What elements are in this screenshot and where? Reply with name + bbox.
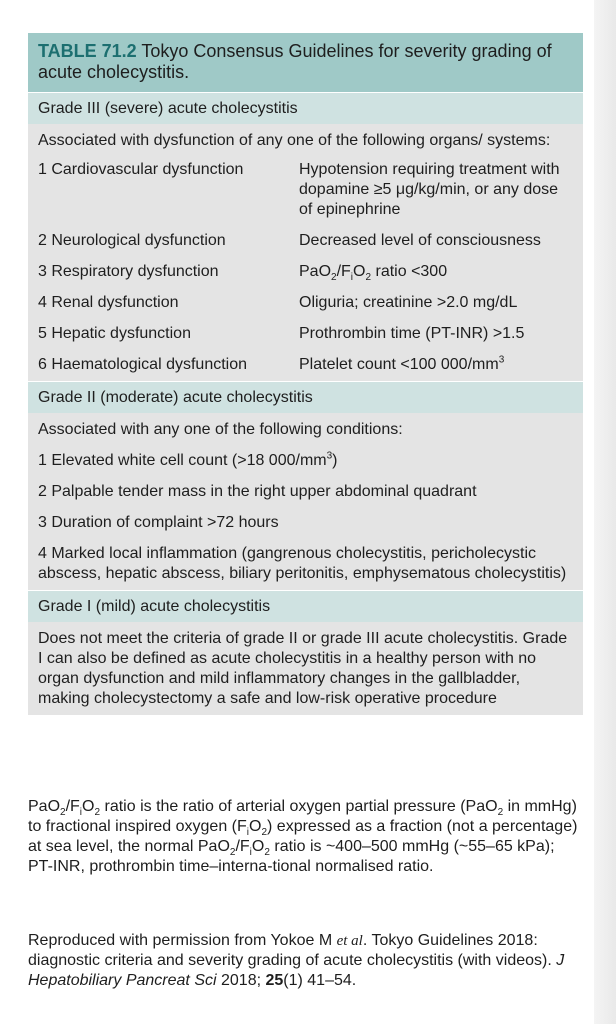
list-item: 3 Duration of complaint >72 hours: [38, 514, 279, 531]
footnote-text: O: [82, 798, 95, 815]
organ-cell: 5 Hepatic dysfunction: [38, 325, 191, 342]
table-row: [28, 355, 583, 381]
criterion-cell: Hypotension requiring treatment with dopamine ≥5 μg/kg/min, or any dose of epinephrine: [299, 161, 560, 218]
table-row: [28, 262, 583, 282]
footnote-text: /F: [65, 798, 80, 815]
grade1-text: Does not meet the criteria of grade II or grade III acute cholecystitis. Grade I can also be defined as acute cholecystitis in a healthy person with no organ dysfunction and mild inflammatory changes in the gallbladder, making cholecystectomy a safe and low-risk operative procedure: [38, 630, 568, 707]
citation-text: Reproduced with permission from Yokoe M: [28, 932, 337, 949]
list-item: 4 Marked local inflammation (gangrenous cholecystitis, pericholecystic abscess, hepatic abscess, biliary peritonitis, emphysematous cholecystitis): [38, 545, 567, 582]
subscript: 2: [94, 807, 101, 819]
list-item: [28, 451, 583, 471]
footnote-text: O: [249, 818, 262, 835]
subscript: 2: [365, 272, 372, 284]
table-title-text: Tokyo Consensus Guidelines for severity grading of acute cholecystitis.: [38, 41, 552, 82]
footnote-text: O: [251, 838, 265, 855]
footnote-text: in mmHg) to fractional inspired oxygen (F: [28, 798, 577, 835]
organ-cell: 3 Respiratory dysfunction: [38, 263, 219, 280]
table-number: TABLE 71.2: [38, 41, 137, 61]
subscript: 2: [331, 272, 337, 284]
table-footnote: [28, 797, 580, 877]
citation-volume: 25: [265, 972, 284, 989]
table-row: [28, 324, 583, 344]
criterion-text: Platelet count <100 000/mm: [299, 356, 499, 373]
item-text: 1 Elevated white cell count (>18 000/mm: [38, 452, 327, 469]
footnote-text: ratio is the ratio of arterial oxygen partial pressure (PaO: [100, 798, 498, 815]
severity-table: [28, 33, 583, 715]
superscript: 3: [326, 450, 333, 462]
criterion-cell: Prothrombin time (PT-INR) >1.5: [299, 325, 525, 342]
table-row: [28, 293, 583, 313]
table-title: [28, 33, 583, 92]
citation-text: (1) 41–54.: [283, 972, 357, 989]
superscript: 3: [498, 354, 505, 366]
organ-cell: 4 Renal dysfunction: [38, 294, 179, 311]
criterion-cell: Oliguria; creatinine >2.0 mg/dL: [299, 294, 518, 311]
organ-cell: 1 Cardiovascular dysfunction: [38, 161, 244, 178]
grade2-intro: Associated with any one of the following conditions:: [38, 421, 403, 438]
subscript: i: [79, 807, 83, 819]
footnote-text: ) expressed as a fraction (not a percentage) at sea level, the normal PaO: [28, 818, 578, 855]
citation-text: . Tokyo Guidelines 2018: diagnostic criteria and severity grading of acute cholecystitis (with videos).: [28, 932, 557, 969]
criterion-cell: [299, 262, 573, 282]
subscript: 2: [229, 847, 236, 859]
footnote-text: PaO: [28, 798, 61, 815]
organ-cell: 6 Haematological dysfunction: [38, 356, 248, 373]
table-row: [28, 231, 583, 251]
subscript: 2: [60, 807, 66, 819]
subscript: i: [350, 272, 354, 284]
subscript: 2: [264, 847, 270, 859]
page-edge: [594, 0, 616, 1024]
subscript: 2: [497, 807, 504, 819]
list-item: 2 Palpable tender mass in the right upper abdominal quadrant: [38, 483, 477, 500]
footnote-text: ratio is ~400–500 mmHg (~55–65 kPa); PT-INR, prothrombin time–interna-tional normalised ratio.: [28, 838, 555, 875]
criterion-text: PaO: [299, 263, 332, 280]
criterion-text: /F: [336, 263, 351, 280]
grade3-heading: Grade III (severe) acute cholecystitis: [28, 92, 583, 124]
grade2-heading: Grade II (moderate) acute cholecystitis: [28, 381, 583, 413]
grade1-heading: Grade I (mild) acute cholecystitis: [28, 590, 583, 622]
criterion-text: ratio <300: [371, 263, 448, 280]
citation-journal: J Hepatobiliary Pancreat Sci: [28, 952, 565, 989]
table-row: [28, 160, 583, 220]
criterion-cell: [299, 355, 573, 375]
citation-text: 2018;: [216, 972, 266, 989]
subscript: i: [249, 847, 252, 859]
item-text: ): [332, 452, 338, 469]
organ-cell: 2 Neurological dysfunction: [38, 232, 226, 249]
criterion-cell: Decreased level of consciousness: [299, 232, 541, 249]
citation-etal: et al: [336, 933, 363, 949]
footnote-text: /F: [235, 838, 250, 855]
criterion-text: O: [353, 263, 366, 280]
grade3-intro: Associated with dysfunction of any one of the following organs/ systems:: [38, 132, 551, 149]
source-citation: [28, 931, 580, 991]
subscript: 2: [261, 827, 268, 839]
subscript: i: [246, 827, 250, 839]
